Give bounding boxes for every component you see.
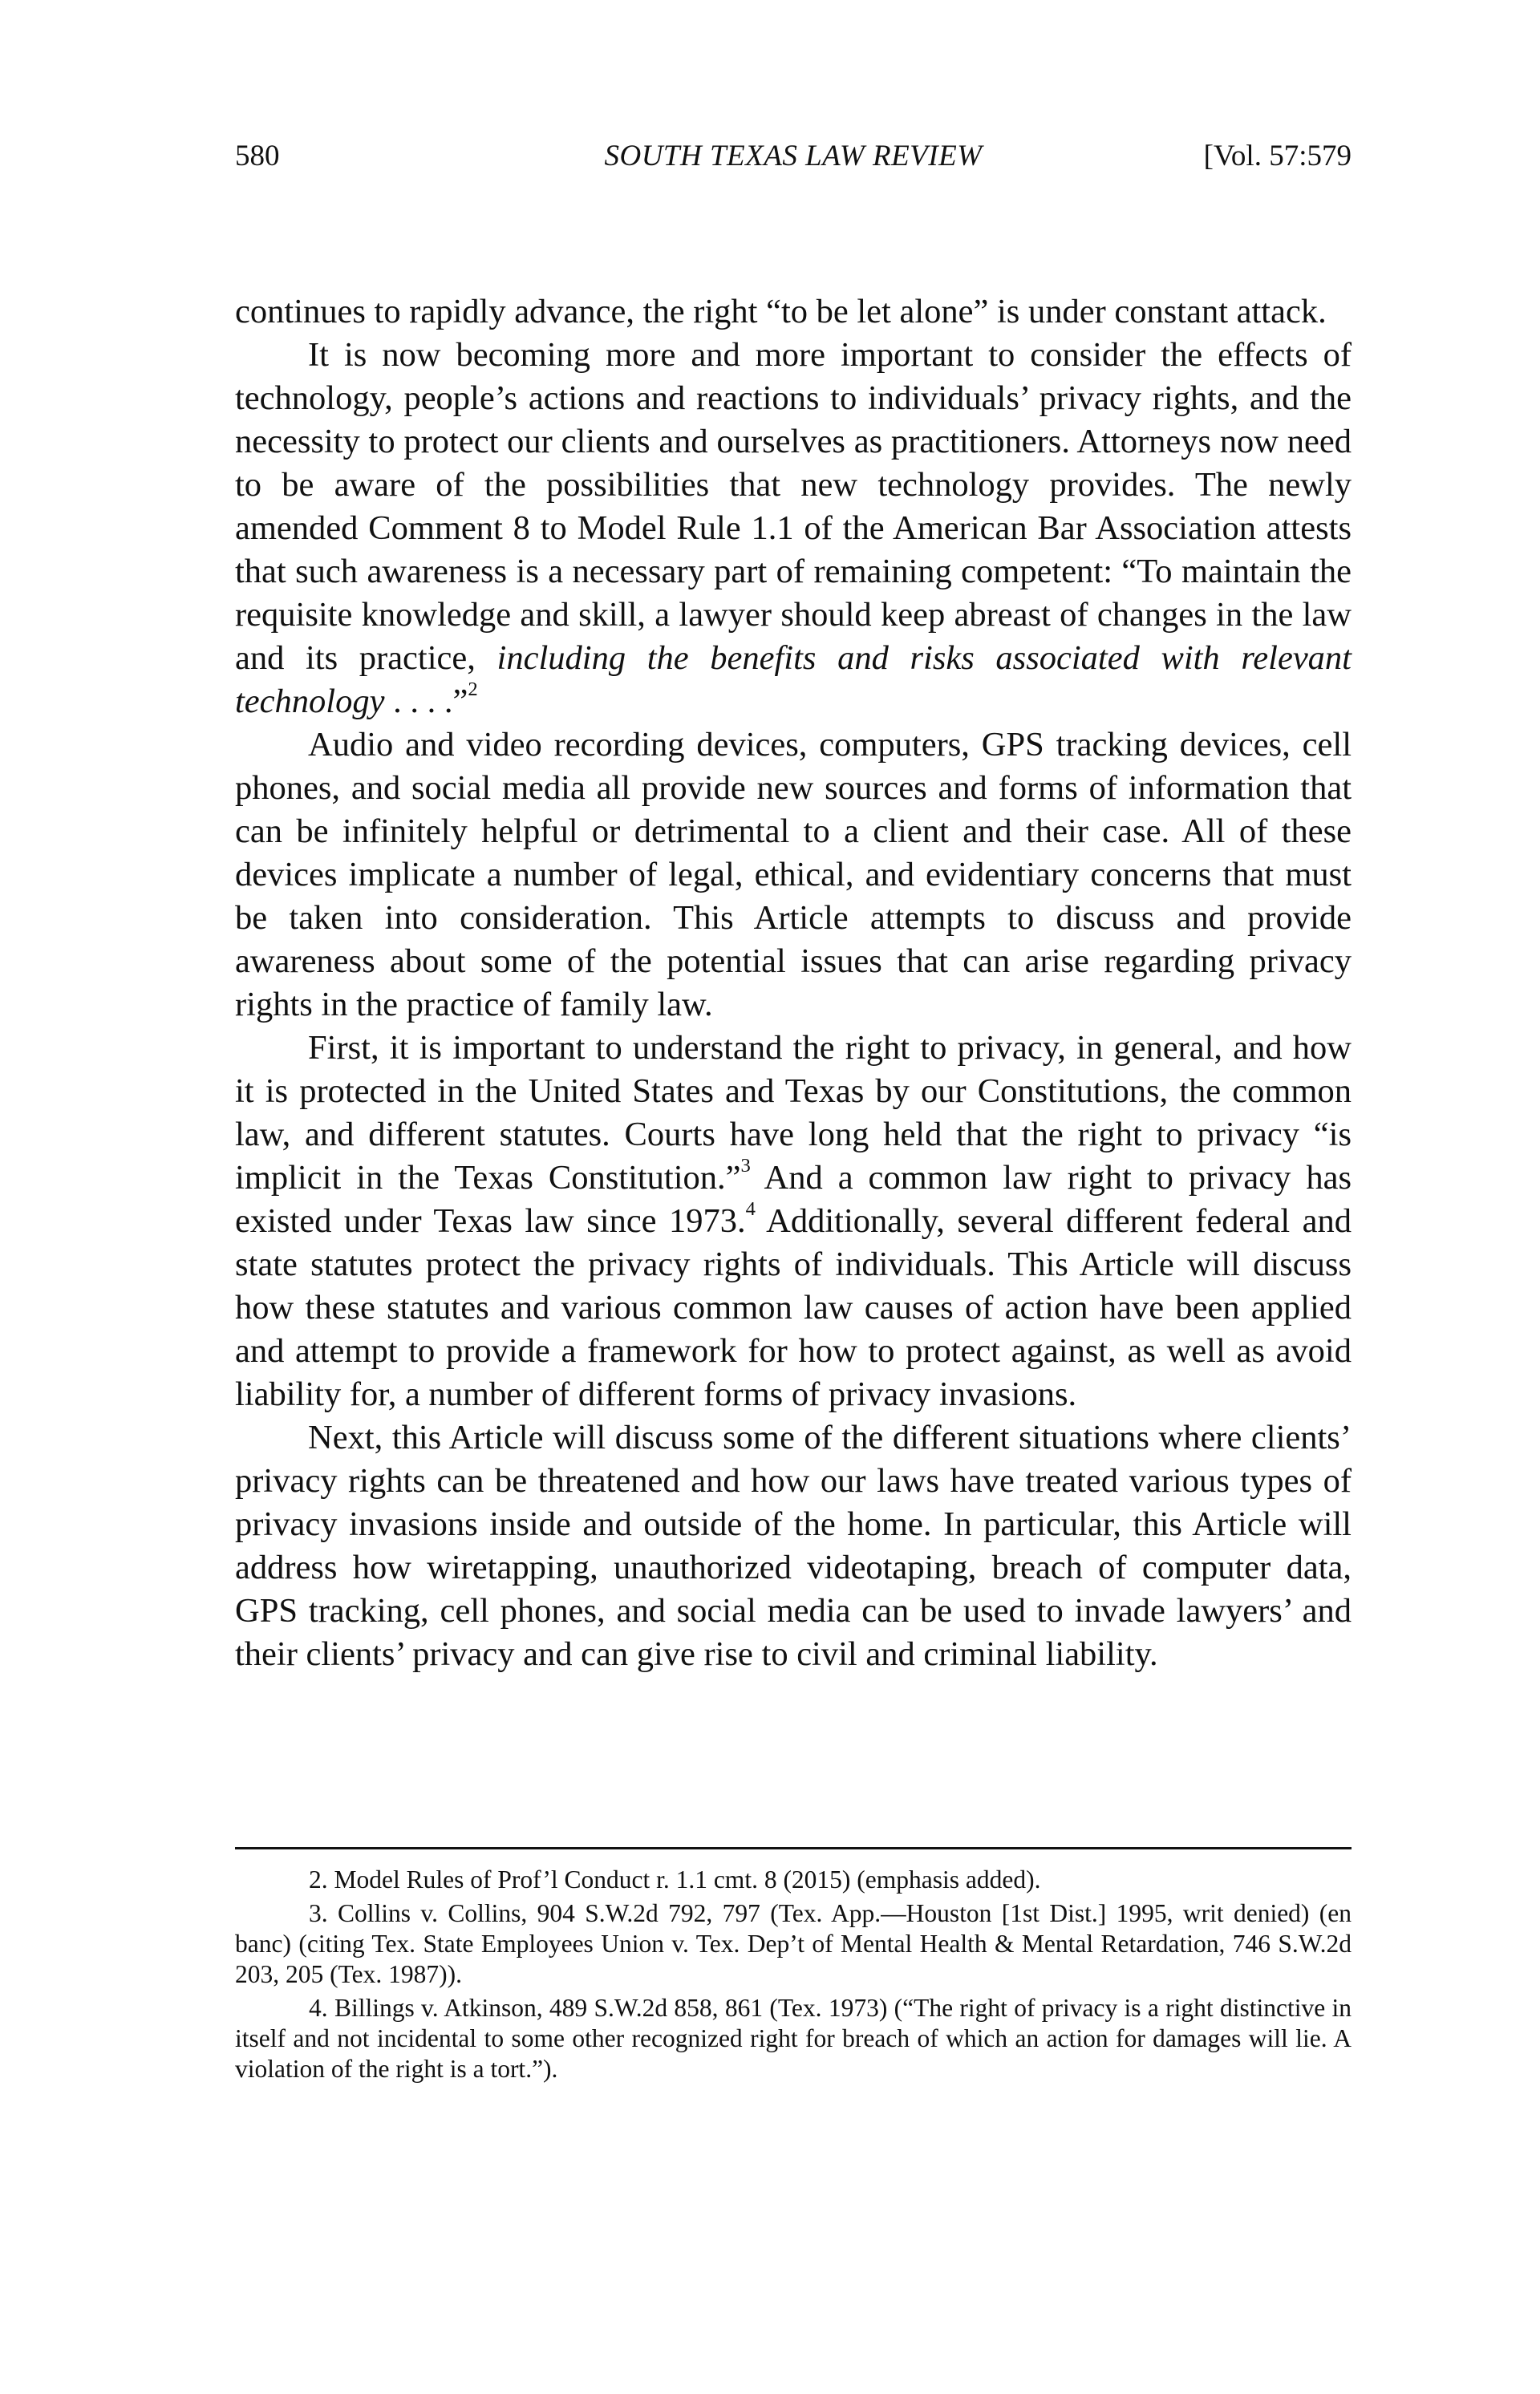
footnote-ref-2[interactable]: 2: [468, 679, 478, 701]
paragraph-4-part-a: First, it is important to understand the right to privacy, in general, and how it is protected in the United States and Texas by our Constitutions, the common law, and different statutes. Courts have long held that the right to privacy “is implicit in the Texas Constitution.”: [235, 1029, 1352, 1197]
footnote-ref-4[interactable]: 4: [745, 1198, 756, 1221]
footnote-number: 2.: [309, 1865, 328, 1894]
footnote-divider: [235, 1847, 1352, 1849]
paragraph-1: continues to rapidly advance, the right “to be let alone” is under constant attack.: [235, 293, 1327, 330]
footnote-number: 4.: [309, 1994, 328, 2022]
volume-citation: [Vol. 57:579: [1203, 140, 1352, 172]
footnote-text: Billings v. Atkinson, 489 S.W.2d 858, 861 (Tex. 1973) (“The right of privacy is a right distinctive in itself and not incidental to some other recognized right for breach of which an action for damages will lie. A violation of the right is a tort.”).: [235, 1994, 1352, 2083]
paragraph-2-tail: . . . .”: [384, 683, 468, 720]
footnote-3: [235, 1898, 1352, 1990]
paragraph-3: Audio and video recording devices, computers, GPS tracking devices, cell phones, and social media all provide new sources and forms of information that can be infinitely helpful or detrimental to a client and their case. All of these devices implicate a number of legal, ethical, and evidentiary concerns that must be taken into consideration. This Article attempts to discuss and provide awareness about some of the potential issues that can arise regarding privacy rights in the practice of family law.: [235, 726, 1352, 1023]
journal-title: SOUTH TEXAS LAW REVIEW: [604, 140, 983, 172]
running-header: [235, 132, 1352, 180]
footnote-number: 3.: [309, 1899, 328, 1927]
footnotes: [235, 1865, 1352, 2088]
paragraph-4-part-b: And a common law right to privacy has existed under Texas law since 1973.: [235, 1159, 1352, 1240]
article-body: [235, 290, 1352, 1676]
paragraph-2: [235, 334, 1352, 723]
paragraph-4: [235, 1027, 1352, 1416]
footnote-4: [235, 1993, 1352, 2084]
page-number: 580: [235, 140, 280, 172]
footnote-text: Model Rules of Prof’l Conduct r. 1.1 cmt. 8 (2015) (emphasis added).: [334, 1865, 1041, 1894]
footnote-2: [235, 1865, 1352, 1895]
footnote-text: Collins v. Collins, 904 S.W.2d 792, 797 (Tex. App.—Houston [1st Dist.] 1995, writ denied) (en banc) (citing Tex. State Employees Union v. Tex. Dep’t of Mental Health & Mental Retardation, 746 S.W.2d 203, 205 (Tex. 1987)).: [235, 1899, 1352, 1988]
paragraph-4-part-c: Additionally, several different federal and state statutes protect the privacy rights of individuals. This Article will discuss how these statutes and various common law causes of action have been applied and attempt to provide a framework for how to protect against, as well as avoid liability for, a number of different forms of privacy invasions.: [235, 1202, 1352, 1413]
paragraph-2-emphasis: including the benefits and risks associated with relevant technology: [235, 639, 1352, 720]
footnote-ref-3[interactable]: 3: [740, 1155, 751, 1177]
paragraph-5: Next, this Article will discuss some of the different situations where clients’ privacy rights can be threatened and how our laws have treated various types of privacy invasions inside and outside of the home. In particular, this Article will address how wiretapping, unauthorized videotaping, breach of computer data, GPS tracking, cell phones, and social media can be used to invade lawyers’ and their clients’ privacy and can give rise to civil and criminal liability.: [235, 1419, 1352, 1673]
paragraph-2-text: It is now becoming more and more important to consider the effects of technology, people’s actions and reactions to individuals’ privacy rights, and the necessity to protect our clients and ourselves as practitioners. Attorneys now need to be aware of the possibilities that new technology provides. The newly amended Comment 8 to Model Rule 1.1 of the American Bar Association attests that such awareness is a necessary part of remaining competent: “To maintain the requisite knowledge and skill, a lawyer should keep abreast of changes in the law and its practice,: [235, 336, 1352, 677]
